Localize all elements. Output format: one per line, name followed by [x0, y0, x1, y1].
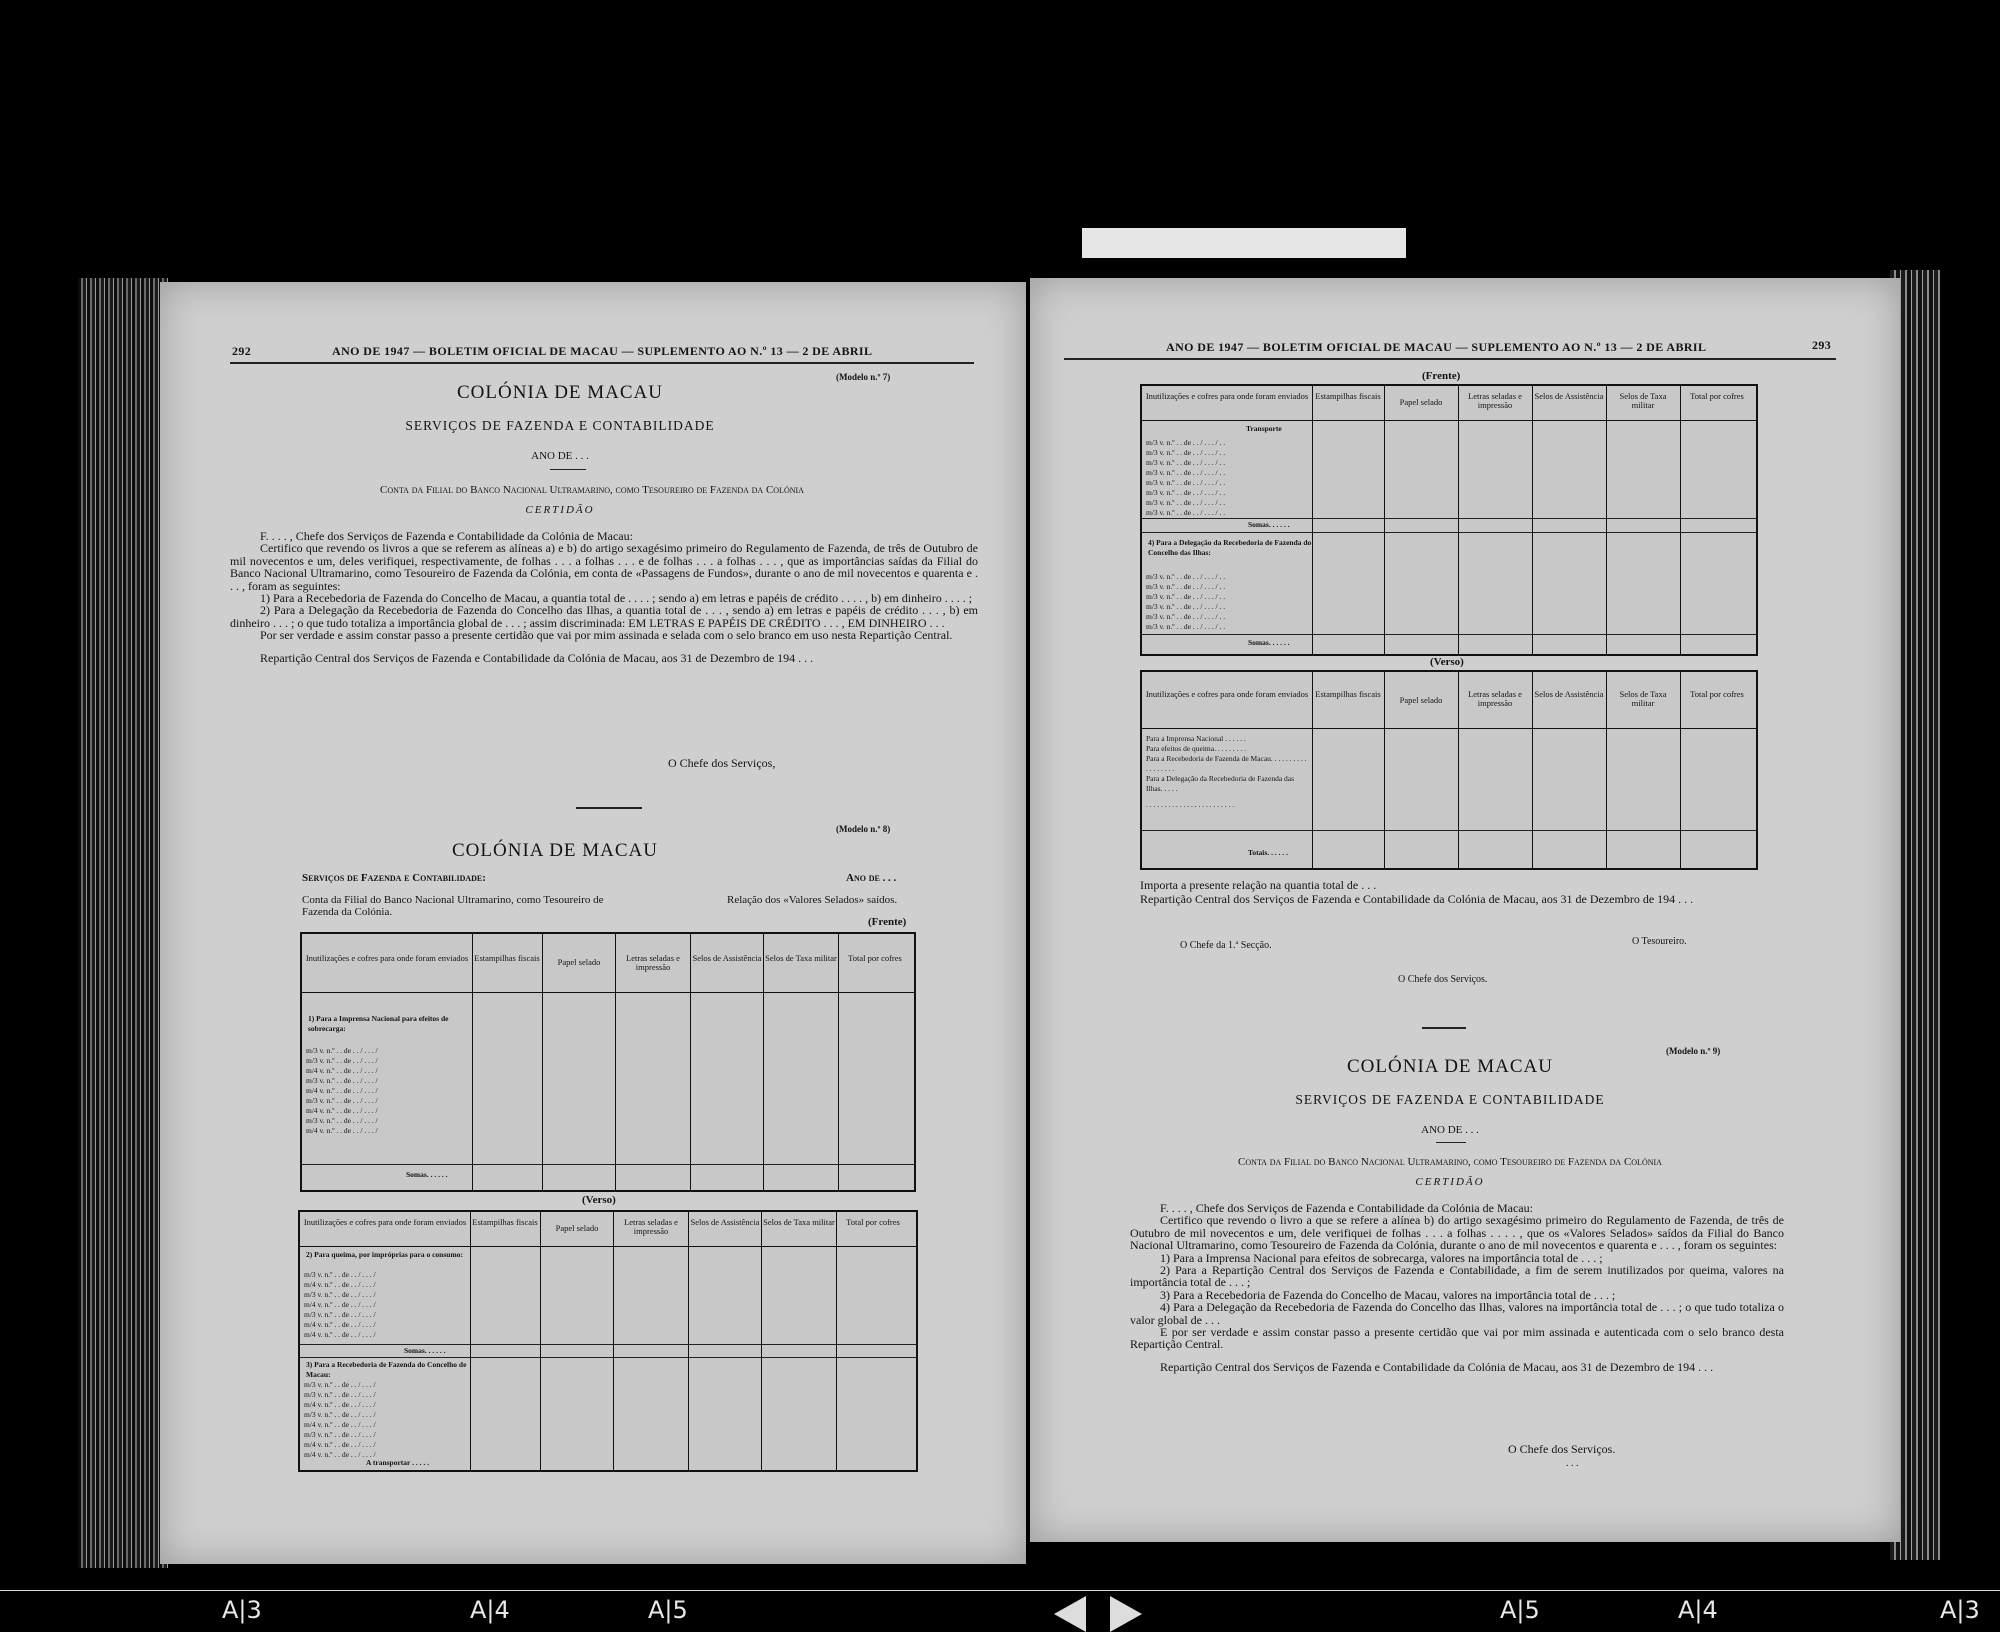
model8-services: Serviços de Fazenda e Contabilidade: — [302, 872, 486, 884]
frente-row: m/4 v. n.º . . de . . / . . . / — [306, 1106, 378, 1115]
verso-row: m/4 v. n.º . . de . . / . . . / — [304, 1450, 376, 1459]
right-verso: (Verso) — [1430, 656, 1464, 668]
model7-signature: O Chefe dos Serviços, — [668, 756, 776, 770]
model7-body-p2: Certifico que revendo os livros a que se referem as alíneas a) e b) do artigo sexagésimo primeiro do Regulamento de Fazenda, de três de Outubro de mil novecentos e um, deles verifiquei, respectivamente, de folhas . . . a folhas . . . e de folhas . . . a folhas . . . , que as importâncias saídas da Filial do Banco Nacional Ultramarino, como Tesoureiro de Fazenda da Colónia, em conta de «Passagens de Fundos», durante o ano de mil novecentos e quarenta e . . . , foram as seguintes: — [230, 541, 978, 593]
model9-year: ANO DE . . . — [1421, 1124, 1479, 1136]
film-mark: A|5 — [1500, 1596, 1540, 1624]
verso-row: m/3 v. n.º . . de . . / . . . / — [304, 1270, 376, 1279]
model9-body-p1: F. . . . , Chefe dos Serviços de Fazenda e Contabilidade da Colónia de Macau: — [1160, 1201, 1533, 1215]
col-header-total: Total por cofres — [1690, 689, 1744, 699]
right-frente: (Frente) — [1422, 370, 1461, 382]
header-rule-left — [230, 362, 974, 364]
model9-account: Conta da Filial do Banco Nacional Ultramarino, como Tesoureiro de Fazenda da Colónia — [1238, 1156, 1662, 1168]
model8-label: (Modelo n.º 8) — [836, 824, 891, 834]
right-transporte: Transporte — [1246, 424, 1282, 433]
right-row: m/3 v. n.º . . de . . / . . . / . . — [1146, 508, 1226, 517]
right-row: m/3 v. n.º . . de . . / . . . / . . — [1146, 448, 1226, 457]
verso-section-3: 3) Para a Recebedoria de Fazenda do Concelho de Macau: — [306, 1360, 467, 1379]
verso-row: m/4 v. n.º . . de . . / . . . / — [304, 1420, 376, 1429]
model9-dots: . . . — [1566, 1458, 1579, 1469]
right-verso-table — [1140, 670, 1758, 870]
sig-chefe-servicos: O Chefe dos Serviços. — [1398, 974, 1488, 985]
verso-row: m/3 v. n.º . . de . . / . . . / — [304, 1430, 376, 1439]
model7-body — [230, 530, 978, 664]
right-row: m/3 v. n.º . . de . . / . . . / . . — [1146, 622, 1226, 631]
col-header-assistencia: Selos de Assistência — [1534, 689, 1604, 699]
model7-title: COLÓNIA DE MACAU — [457, 382, 663, 403]
col-header-papel: Papel selado — [557, 957, 601, 967]
col-header-taxa: Selos de Taxa militar — [1619, 689, 1667, 708]
model7-body-p4: 2) Para a Delegação da Recebedoria de Fazenda do Concelho das Ilhas, a quantia total de . . . , sendo a) em letras e papéis de crédito . . . , b) em dinheiro . . . ; o que tudo totaliza a importância global de . . . ; assim discriminada: EM LETRAS E PAPÉIS DE CRÉDITO . . . , EM DINHEIRO . . . — [230, 603, 978, 630]
paper-slip — [1082, 228, 1406, 258]
col-header-letras: Letras seladas e impressão — [1468, 391, 1522, 410]
col-header-letras: Letras seladas e impressão — [624, 1217, 678, 1236]
model8-account: Conta da Filial do Banco Nacional Ultramarino, como Tesoureiro de Fazenda da Colónia. — [302, 894, 604, 918]
model7-body-p1: F. . . . , Chefe dos Serviços de Fazenda e Contabilidade da Colónia de Macau: — [260, 529, 633, 543]
verso-row: m/4 v. n.º . . de . . / . . . / — [304, 1280, 376, 1289]
model9-closing: Repartição Central dos Serviços de Fazenda e Contabilidade da Colónia de Macau, aos 31 de Dezembro de 194 . . . — [1160, 1359, 1714, 1374]
model8-verso: (Verso) — [582, 1194, 616, 1206]
col-header-estampilhas: Estampilhas fiscais — [474, 953, 540, 963]
col-header-papel: Papel selado — [1399, 397, 1443, 407]
model7-body-p3: 1) Para a Recebedoria de Fazenda do Concelho de Macau, a quantia total de . . . . ; sendo a) em letras e papéis de crédito . . . . , b) em dinheiro . . . . ; — [260, 591, 973, 606]
col-header-letras: Letras seladas e impressão — [626, 953, 680, 972]
col-header-assistencia: Selos de Assistência — [690, 1217, 760, 1227]
model9-body — [1130, 1202, 1784, 1373]
model9-subtitle: SERVIÇOS DE FAZENDA E CONTABILIDADE — [1295, 1092, 1605, 1107]
model9-certidao: CERTIDÃO — [1415, 1176, 1485, 1188]
film-mark: A|3 — [222, 1596, 262, 1624]
verso-row: m/3 v. n.º . . de . . / . . . / — [304, 1390, 376, 1399]
verso-dest-row: . . . . . . . . . . . . . . . . . . . . . . . . — [1146, 800, 1235, 809]
verso-dest-row: Para efeitos de queima. . . . . . . . . — [1146, 744, 1246, 753]
section-divider — [576, 807, 642, 809]
film-left-arrow-icon — [1054, 1596, 1086, 1632]
right-row: m/3 v. n.º . . de . . / . . . / . . — [1146, 582, 1226, 591]
right-somas-b: Somas. . . . . . — [1248, 638, 1290, 647]
model8-verso-table — [298, 1210, 918, 1472]
model8-relation: Relação dos «Valores Selados» saídos. — [727, 894, 898, 906]
col-header-assistencia: Selos de Assistência — [1534, 391, 1604, 401]
col-header-total: Total por cofres — [1690, 391, 1744, 401]
right-importa: Importa a presente relação na quantia total de . . . — [1140, 878, 1377, 892]
frente-row: m/3 v. n.º . . de . . / . . . / — [306, 1056, 378, 1065]
frente-section-1: 1) Para a Imprensa Nacional para efeitos de sobrecarga: — [308, 1014, 449, 1033]
model7-year: ANO DE . . . — [531, 450, 589, 462]
model9-body-p4: 2) Para a Repartição Central dos Serviços de Fazenda e Contabilidade, a fim de serem inutilizados por queima, valores na importância total de . . . ; — [1130, 1263, 1784, 1290]
verso-row: m/4 v. n.º . . de . . / . . . / — [304, 1330, 376, 1339]
right-row: m/3 v. n.º . . de . . / . . . / . . — [1146, 572, 1226, 581]
right-totais: Totais. . . . . . — [1248, 848, 1288, 857]
col-header-destinos: Inutilizações e cofres para onde foram enviados — [305, 953, 469, 963]
model9-label: (Modelo n.º 9) — [1666, 1046, 1721, 1056]
frente-row: m/4 v. n.º . . de . . / . . . / — [306, 1126, 378, 1135]
col-header-taxa: Selos de Taxa militar — [763, 1217, 835, 1227]
frente-somas: Somas. . . . . . — [406, 1170, 448, 1179]
film-mark: A|4 — [470, 1596, 510, 1624]
page-number-right: 293 — [1812, 338, 1832, 352]
right-row: m/3 v. n.º . . de . . / . . . / . . — [1146, 468, 1226, 477]
frente-row: m/4 v. n.º . . de . . / . . . / — [306, 1066, 378, 1075]
model9-body-p6: 4) Para a Delegação da Recebedoria de Fazenda do Concelho das Ilhas, valores na importância total de . . . ; o que tudo totaliza o valor global de . . . — [1130, 1300, 1784, 1327]
model7-body-p5: Por ser verdade e assim constar passo a presente certidão que vai por mim assinada e selada com o selo branco em uso nesta Repartição Central. — [260, 628, 953, 643]
verso-dest-row: Para a Imprensa Nacional . . . . . . — [1146, 734, 1246, 743]
col-header-destinos: Inutilizações e cofres para onde foram enviados — [1145, 689, 1309, 699]
model9-body-p7: E por ser verdade e assim constar passo a presente certidão que vai por mim assinada e autenticada com o selo branco desta Repartição Central. — [1130, 1325, 1784, 1352]
right-page — [1030, 278, 1900, 1542]
sig-chefe-seccao: O Chefe da 1.ª Secção. — [1180, 940, 1272, 951]
divider — [1436, 1142, 1466, 1143]
verso-row: m/4 v. n.º . . de . . / . . . / — [304, 1400, 376, 1409]
model9-signature: O Chefe dos Serviços. — [1508, 1442, 1616, 1456]
col-header-papel: Papel selado — [555, 1223, 599, 1233]
running-header-right: ANO DE 1947 — BOLETIM OFICIAL DE MACAU — SUPLEMENTO AO N.º 13 — 2 DE ABRIL — [1166, 340, 1707, 354]
model8-frente-table — [300, 932, 916, 1192]
verso-row: m/4 v. n.º . . de . . / . . . / — [304, 1300, 376, 1309]
right-row: m/3 v. n.º . . de . . / . . . / . . — [1146, 592, 1226, 601]
right-row: m/3 v. n.º . . de . . / . . . / . . — [1146, 612, 1226, 621]
frente-row: m/3 v. n.º . . de . . / . . . / — [306, 1046, 378, 1055]
model9-body-p2: Certifico que revendo o livro a que se refere a alínea b) do artigo sexagésimo primeiro do Regulamento de Fazenda, de três de Outubro de mil novecentos e um, dele verifiquei de folhas . . . a folhas . . . . , que os «Valores Selados» saídos da Filial do Banco Nacional Ultramarino, como Tesoureiro de Fazenda da Colónia, durante o ano de mil novecentos e quarenta e . . . , foram os seguintes: — [1130, 1213, 1784, 1253]
right-row: m/3 v. n.º . . de . . / . . . / . . — [1146, 498, 1226, 507]
col-header-destinos: Inutilizações e cofres para onde foram enviados — [1145, 391, 1309, 401]
verso-dest-row: Para a Recebedoria de Fazenda de Macau. . . . . . . . . . . . . . . . . . — [1146, 754, 1307, 773]
right-row: m/3 v. n.º . . de . . / . . . / . . — [1146, 458, 1226, 467]
verso-dest-row: Para a Delegação da Recebedoria de Fazenda das Ilhas. . . . . — [1146, 774, 1295, 793]
model7-label: (Modelo n.º 7) — [836, 372, 891, 382]
right-row: m/3 v. n.º . . de . . / . . . / . . — [1146, 478, 1226, 487]
verso-row: m/4 v. n.º . . de . . / . . . / — [304, 1440, 376, 1449]
verso-a-transportar: A transportar . . . . . — [366, 1458, 429, 1467]
right-row: m/3 v. n.º . . de . . / . . . / . . — [1146, 602, 1226, 611]
model7-closing: Repartição Central dos Serviços de Fazenda e Contabilidade da Colónia de Macau, aos 31 de Dezembro de 194 . . . — [260, 650, 814, 665]
film-right-arrow-icon — [1110, 1596, 1142, 1632]
film-mark: A|5 — [648, 1596, 688, 1624]
model9-body-p3: 1) Para a Imprensa Nacional para efeitos de sobrecarga, valores na importância total de . . . ; — [1160, 1250, 1603, 1265]
col-header-estampilhas: Estampilhas fiscais — [472, 1217, 538, 1227]
left-page — [160, 282, 1026, 1564]
model7-subtitle: SERVIÇOS DE FAZENDA E CONTABILIDADE — [405, 418, 715, 433]
frente-row: m/3 v. n.º . . de . . / . . . / — [306, 1076, 378, 1085]
col-header-estampilhas: Estampilhas fiscais — [1315, 689, 1381, 699]
model8-year: Ano de . . . — [846, 872, 897, 884]
col-header-assistencia: Selos de Assistência — [692, 953, 762, 963]
frente-row: m/3 v. n.º . . de . . / . . . / — [306, 1116, 378, 1125]
verso-row: m/3 v. n.º . . de . . / . . . / — [304, 1410, 376, 1419]
verso-row: m/3 v. n.º . . de . . / . . . / — [304, 1310, 376, 1319]
frente-row: m/4 v. n.º . . de . . / . . . / — [306, 1086, 378, 1095]
running-header-left: ANO DE 1947 — BOLETIM OFICIAL DE MACAU — SUPLEMENTO AO N.º 13 — 2 DE ABRIL — [332, 344, 873, 358]
section-divider — [1422, 1027, 1466, 1029]
col-header-taxa: Selos de Taxa militar — [765, 953, 837, 963]
verso-row: m/3 v. n.º . . de . . / . . . / — [304, 1290, 376, 1299]
right-row: m/3 v. n.º . . de . . / . . . / . . — [1146, 488, 1226, 497]
col-header-total: Total por cofres — [848, 953, 902, 963]
film-mark: A|3 — [1940, 1596, 1980, 1624]
book-page-edges-left — [78, 278, 168, 1568]
col-header-letras: Letras seladas e impressão — [1468, 689, 1522, 708]
sig-tesoureiro: O Tesoureiro. — [1632, 936, 1687, 947]
right-row: m/3 v. n.º . . de . . / . . . / . . — [1146, 438, 1226, 447]
verso-section-2: 2) Para queima, por impróprias para o consumo: — [306, 1250, 463, 1259]
header-rule-right — [1064, 358, 1836, 360]
model9-body-p5: 3) Para a Recebedoria de Fazenda do Concelho de Macau, valores na importância total de . . . ; — [1160, 1287, 1616, 1302]
col-header-destinos: Inutilizações e cofres para onde foram enviados — [303, 1217, 467, 1227]
model7-certidao: CERTIDÃO — [525, 504, 595, 516]
frente-row: m/3 v. n.º . . de . . / . . . / — [306, 1096, 378, 1105]
divider — [550, 469, 586, 470]
model9-title: COLÓNIA DE MACAU — [1347, 1056, 1553, 1077]
verso-somas: Somas. . . . . . — [404, 1346, 446, 1355]
right-section-4: 4) Para a Delegação da Recebedoria de Fazenda do Concelho das Ilhas: — [1148, 538, 1312, 557]
col-header-papel: Papel selado — [1399, 695, 1443, 705]
film-mark: A|4 — [1678, 1596, 1718, 1624]
right-closing8: Repartição Central dos Serviços de Fazenda e Contabilidade da Colónia de Macau, aos 31 de Dezembro de 194 . . . — [1140, 892, 1694, 906]
model8-title: COLÓNIA DE MACAU — [452, 840, 658, 861]
col-header-taxa: Selos de Taxa militar — [1619, 391, 1667, 410]
col-header-estampilhas: Estampilhas fiscais — [1315, 391, 1381, 401]
right-somas-a: Somas. . . . . . — [1248, 520, 1290, 529]
page-number-left: 292 — [232, 344, 252, 358]
verso-row: m/3 v. n.º . . de . . / . . . / — [304, 1380, 376, 1389]
right-frente-table — [1140, 384, 1758, 656]
model7-account: Conta da Filial do Banco Nacional Ultramarino, como Tesoureiro de Fazenda da Colónia — [380, 484, 804, 496]
model8-frente: (Frente) — [868, 916, 907, 928]
col-header-total: Total por cofres — [846, 1217, 900, 1227]
verso-row: m/4 v. n.º . . de . . / . . . / — [304, 1320, 376, 1329]
